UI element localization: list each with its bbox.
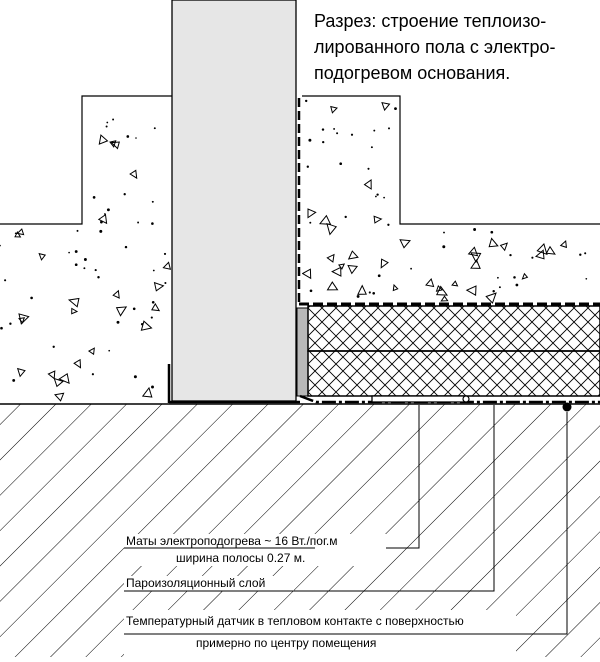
concrete-speckle xyxy=(365,180,372,189)
concrete-speckle xyxy=(579,254,581,256)
heating-mat-end xyxy=(463,396,469,402)
title-line-3: подогревом основания. xyxy=(314,63,511,83)
concrete-speckle xyxy=(18,369,25,377)
concrete-speckle xyxy=(72,309,77,314)
concrete-speckle xyxy=(97,276,99,278)
concrete-speckle xyxy=(112,119,114,121)
temperature-sensor xyxy=(563,403,572,412)
concrete-speckle xyxy=(164,253,166,255)
concrete-speckle xyxy=(561,241,567,247)
callout-mats-line1: Маты электроподогрева ~ 16 Вт./пог.м xyxy=(126,534,338,548)
title-line-1: Разрез: строение теплоизо- xyxy=(314,11,547,31)
concrete-speckle xyxy=(305,100,307,102)
concrete-speckle xyxy=(516,284,519,287)
concrete-speckle xyxy=(467,286,476,295)
concrete-speckle xyxy=(77,230,79,232)
concrete-speckle xyxy=(331,107,337,113)
concrete-speckle xyxy=(55,393,64,401)
concrete-speckle xyxy=(388,127,390,129)
concrete-speckle xyxy=(75,263,78,266)
callout-sensor-line1: Температурный датчик в тепловом контакте с поверхностью xyxy=(126,614,464,628)
concrete-speckle xyxy=(336,132,338,134)
concrete-speckle xyxy=(394,107,397,110)
concrete-speckle xyxy=(12,379,15,382)
concrete-speckle xyxy=(332,267,341,276)
concrete-speckle xyxy=(348,266,357,274)
concrete-speckle xyxy=(4,279,6,281)
concrete-speckle xyxy=(151,386,154,389)
concrete-speckle xyxy=(133,307,136,310)
heating-mat xyxy=(372,396,466,402)
concrete-speckle xyxy=(452,281,457,286)
concrete-speckle xyxy=(473,228,476,231)
concrete-speckle xyxy=(143,388,152,397)
concrete-speckle xyxy=(95,269,97,271)
concrete-speckle xyxy=(84,258,87,261)
concrete-speckle xyxy=(124,193,126,195)
concrete-speckle xyxy=(393,285,397,291)
concrete-speckle xyxy=(509,254,511,256)
concrete-speckle xyxy=(151,317,153,319)
concrete-speckle xyxy=(585,278,587,280)
concrete-speckle xyxy=(75,250,78,253)
concrete-speckle xyxy=(426,279,434,287)
concrete-speckle xyxy=(137,222,139,224)
concrete-speckle xyxy=(0,327,3,330)
concrete-speckle xyxy=(104,213,106,215)
concrete-speckle xyxy=(322,128,324,130)
concrete-speckle xyxy=(152,301,155,304)
concrete-speckle xyxy=(443,232,445,234)
concrete-speckle xyxy=(410,268,412,270)
concrete-speckle xyxy=(400,240,410,248)
concrete-speckle xyxy=(497,277,499,279)
concrete-speckle xyxy=(369,291,371,293)
concrete-speckle xyxy=(117,307,127,316)
concrete-speckle xyxy=(68,252,70,254)
concrete-speckle xyxy=(92,373,94,375)
concrete-speckle xyxy=(151,222,154,225)
concrete-speckle xyxy=(153,270,155,272)
concrete-speckle xyxy=(307,166,309,168)
concrete-speckle xyxy=(117,321,120,324)
concrete-speckle xyxy=(378,274,381,277)
concrete-speckle xyxy=(499,286,501,288)
concrete-speckle xyxy=(163,262,170,269)
concrete-speckle xyxy=(376,193,378,195)
concrete-speckle xyxy=(106,125,108,127)
concrete-speckle xyxy=(374,216,381,223)
concrete-speckle xyxy=(375,196,377,198)
concrete-speckle xyxy=(154,127,156,129)
concrete-speckle xyxy=(130,170,137,178)
concrete-speckle xyxy=(372,292,375,295)
concrete-speckle xyxy=(15,232,17,234)
concrete-speckle xyxy=(152,304,159,311)
concrete-speckle xyxy=(9,323,11,325)
concrete-speckle xyxy=(113,291,119,298)
concrete-speckle xyxy=(30,297,33,300)
concrete-speckle xyxy=(441,296,447,301)
callout-vapor-barrier: Пароизоляционный слой xyxy=(126,576,266,590)
title-line-2: лированного пола с электро- xyxy=(314,37,556,57)
concrete-speckle xyxy=(442,245,445,248)
concrete-speckle xyxy=(126,135,129,138)
concrete-speckle xyxy=(358,286,366,295)
concrete-speckle xyxy=(0,245,1,247)
insulation-board-upper xyxy=(308,306,600,351)
concrete-right xyxy=(302,96,600,303)
concrete-speckle xyxy=(383,197,385,199)
concrete-speckle xyxy=(489,238,498,246)
concrete-speckle xyxy=(89,348,94,354)
concrete-speckle xyxy=(309,222,311,224)
concrete-speckle xyxy=(546,247,555,254)
concrete-speckle xyxy=(53,346,55,348)
concrete-speckle xyxy=(74,360,80,368)
concrete-speckle xyxy=(349,251,358,259)
concrete-speckle xyxy=(513,276,516,279)
concrete-speckle xyxy=(328,282,338,290)
concrete-speckle xyxy=(135,137,137,139)
concrete-speckle xyxy=(308,139,311,142)
concrete-speckle xyxy=(39,254,45,260)
concrete-speckle xyxy=(83,267,85,269)
concrete-speckle xyxy=(48,371,54,378)
concrete-speckle xyxy=(382,103,390,111)
concrete-speckle xyxy=(106,122,108,124)
concrete-speckle xyxy=(471,260,480,268)
concrete-speckle xyxy=(93,196,96,199)
concrete-speckle xyxy=(152,201,154,203)
concrete-speckle xyxy=(59,374,69,383)
concrete-speckle xyxy=(490,231,493,234)
concrete-speckle xyxy=(164,282,166,284)
concrete-speckle xyxy=(125,246,127,248)
concrete-speckle xyxy=(339,162,342,165)
concrete-speckle xyxy=(69,299,79,307)
concrete-speckle xyxy=(322,141,324,143)
concrete-speckle xyxy=(469,247,478,255)
concrete-speckle xyxy=(107,208,110,211)
insulation-board-lower xyxy=(308,351,600,396)
concrete-speckle xyxy=(310,289,313,292)
concrete-speckle xyxy=(351,134,353,136)
concrete-speckle xyxy=(333,128,335,130)
concrete-speckle xyxy=(155,283,164,291)
concrete-speckle xyxy=(308,209,316,218)
concrete-speckle xyxy=(134,375,137,378)
concrete-speckle xyxy=(373,130,375,132)
concrete-speckle xyxy=(303,269,311,278)
concrete-speckle xyxy=(492,290,494,292)
concrete-speckle xyxy=(522,274,527,279)
concrete-left xyxy=(0,96,172,401)
concrete-speckle xyxy=(327,255,334,262)
edge-strip xyxy=(297,308,308,396)
concrete-speckle xyxy=(501,243,508,250)
concrete-speckle xyxy=(357,295,360,298)
concrete-speckle xyxy=(320,216,331,225)
concrete-speckle xyxy=(371,146,373,148)
concrete-speckle xyxy=(99,230,102,233)
callout-mats-line2: ширина полосы 0.27 м. xyxy=(176,551,306,565)
concrete-speckle xyxy=(345,216,347,218)
concrete-speckle xyxy=(584,252,586,254)
callout-sensor-line2: примерно по центру помещения xyxy=(196,636,377,650)
wall xyxy=(172,0,296,401)
concrete-speckle xyxy=(387,224,389,226)
concrete-speckle xyxy=(327,224,336,235)
concrete-speckle xyxy=(486,293,496,303)
concrete-speckle xyxy=(381,259,388,268)
concrete-speckle xyxy=(531,257,533,259)
concrete-speckle xyxy=(367,168,369,170)
concrete-speckle xyxy=(537,244,547,254)
concrete-speckle xyxy=(141,321,151,330)
concrete-speckle xyxy=(108,350,110,352)
